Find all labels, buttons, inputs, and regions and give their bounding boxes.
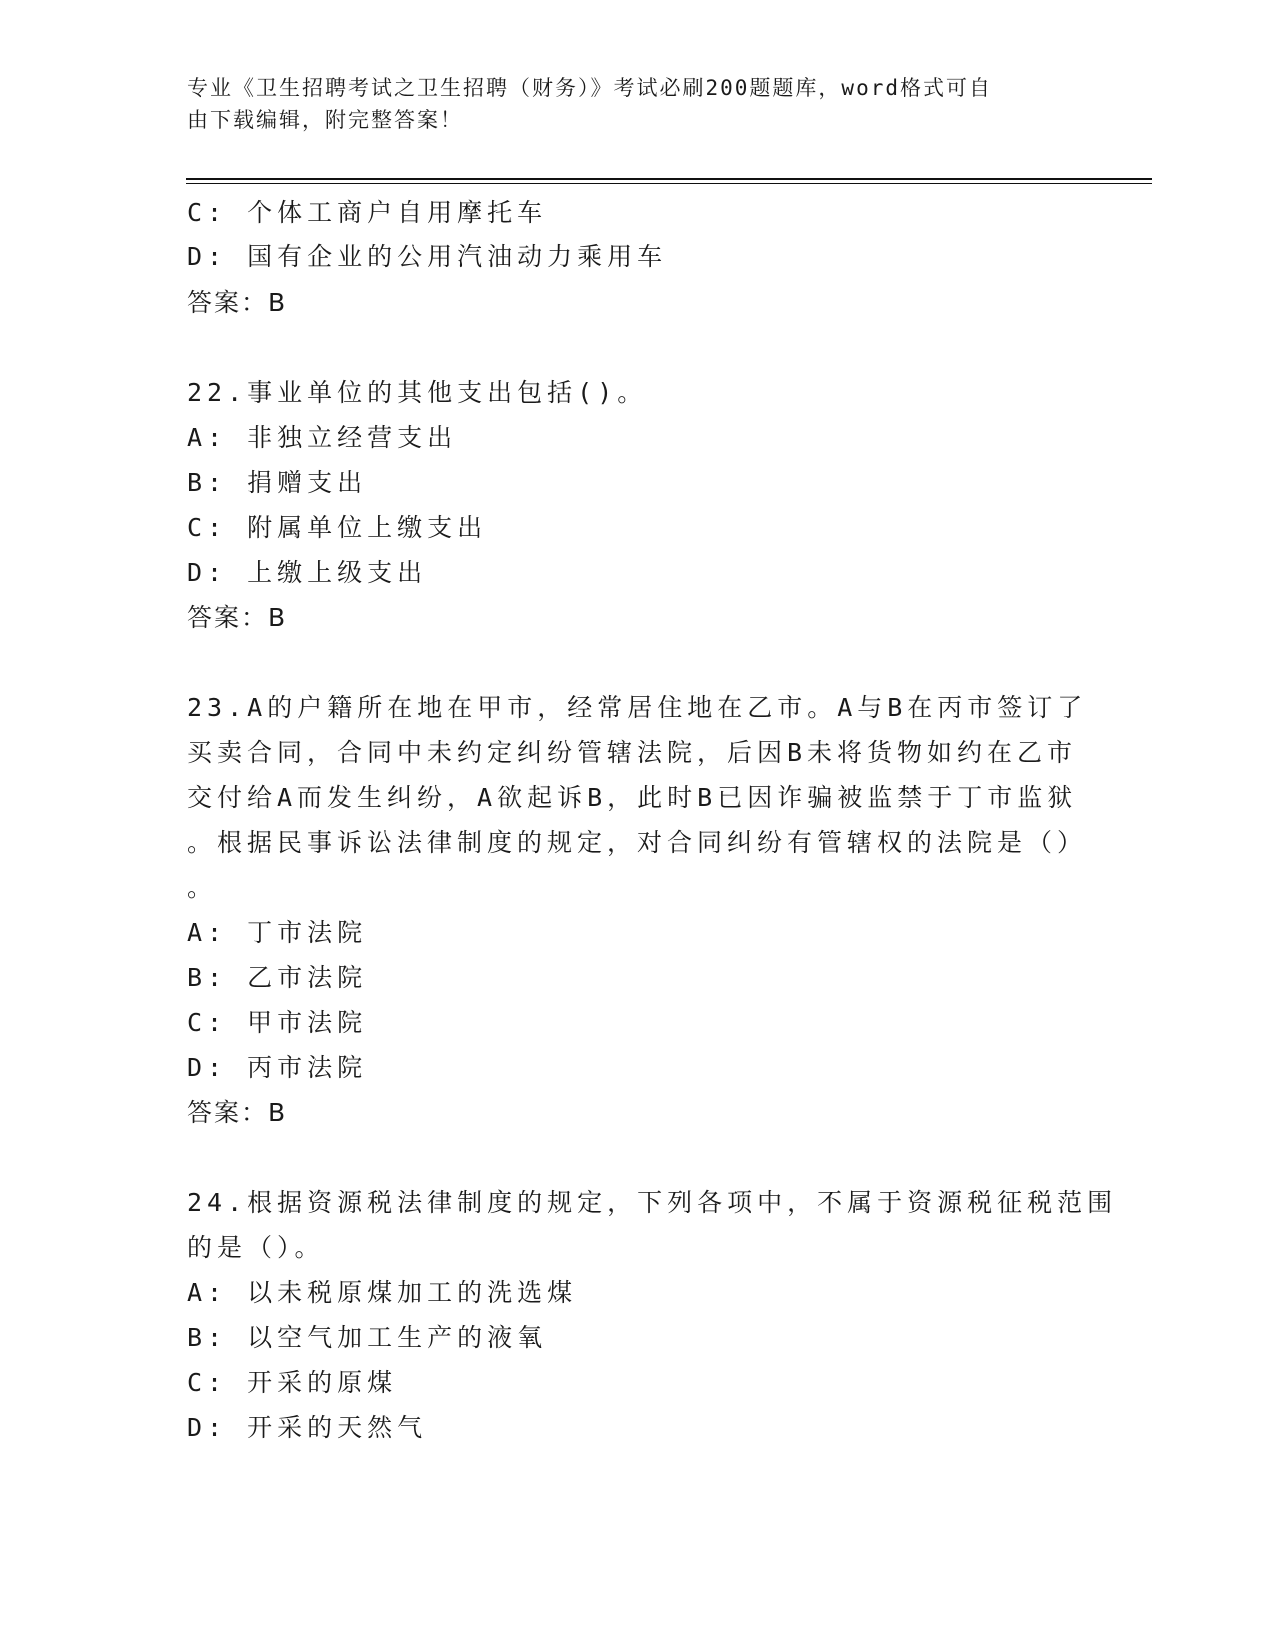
header-divider-thin [186,183,1152,184]
q23-option-d: D: 丙市法院 [187,1053,368,1082]
q23-stem-line-1: 23.A的户籍所在地在甲市，经常居住地在乙市。A与B在丙市签订了 [187,693,1088,722]
q21-option-d: D: 国有企业的公用汽油动力乘用车 [187,242,668,271]
q21-option-c: C: 个体工商户自用摩托车 [187,198,548,227]
q23-option-b: B: 乙市法院 [187,963,368,992]
q24-option-a: A: 以未税原煤加工的洗选煤 [187,1278,578,1307]
header-divider-thick [186,178,1152,180]
q23-stem-line-3: 交付给A而发生纠纷，A欲起诉B，此时B已因诈骗被监禁于丁市监狱 [187,783,1078,812]
q23-option-a: A: 丁市法院 [187,918,368,947]
q24-stem-line-1: 24.根据资源税法律制度的规定，下列各项中，不属于资源税征税范围 [187,1188,1118,1217]
document-header [187,72,1067,136]
q23-stem-line-2: 买卖合同，合同中未约定纠纷管辖法院，后因B未将货物如约在乙市 [187,738,1078,767]
q24-option-b: B: 以空气加工生产的液氧 [187,1323,548,1352]
q24-option-d: D: 开采的天然气 [187,1413,428,1442]
q23-answer: 答案：B [187,1098,288,1127]
q22-option-b: B: 捐赠支出 [187,468,368,497]
q24-stem-line-2: 的是（）。 [187,1233,325,1262]
q23-stem-line-5: 。 [187,873,218,902]
q22-answer: 答案：B [187,603,288,632]
q23-stem-line-4: 。根据民事诉讼法律制度的规定，对合同纠纷有管辖权的法院是（） [187,828,1088,857]
q22-stem: 22.事业单位的其他支出包括()。 [187,378,648,407]
q21-answer: 答案：B [187,288,288,317]
header-line-2: 由下载编辑，附完整答案！ [187,108,463,132]
header-line-1: 专业《卫生招聘考试之卫生招聘（财务）》考试必刷200题题库，word格式可自 [187,76,992,100]
q22-option-a: A: 非独立经营支出 [187,423,458,452]
q22-option-c: C: 附属单位上缴支出 [187,513,488,542]
q23-option-c: C: 甲市法院 [187,1008,368,1037]
q24-option-c: C: 开采的原煤 [187,1368,398,1397]
q22-option-d: D: 上缴上级支出 [187,558,428,587]
